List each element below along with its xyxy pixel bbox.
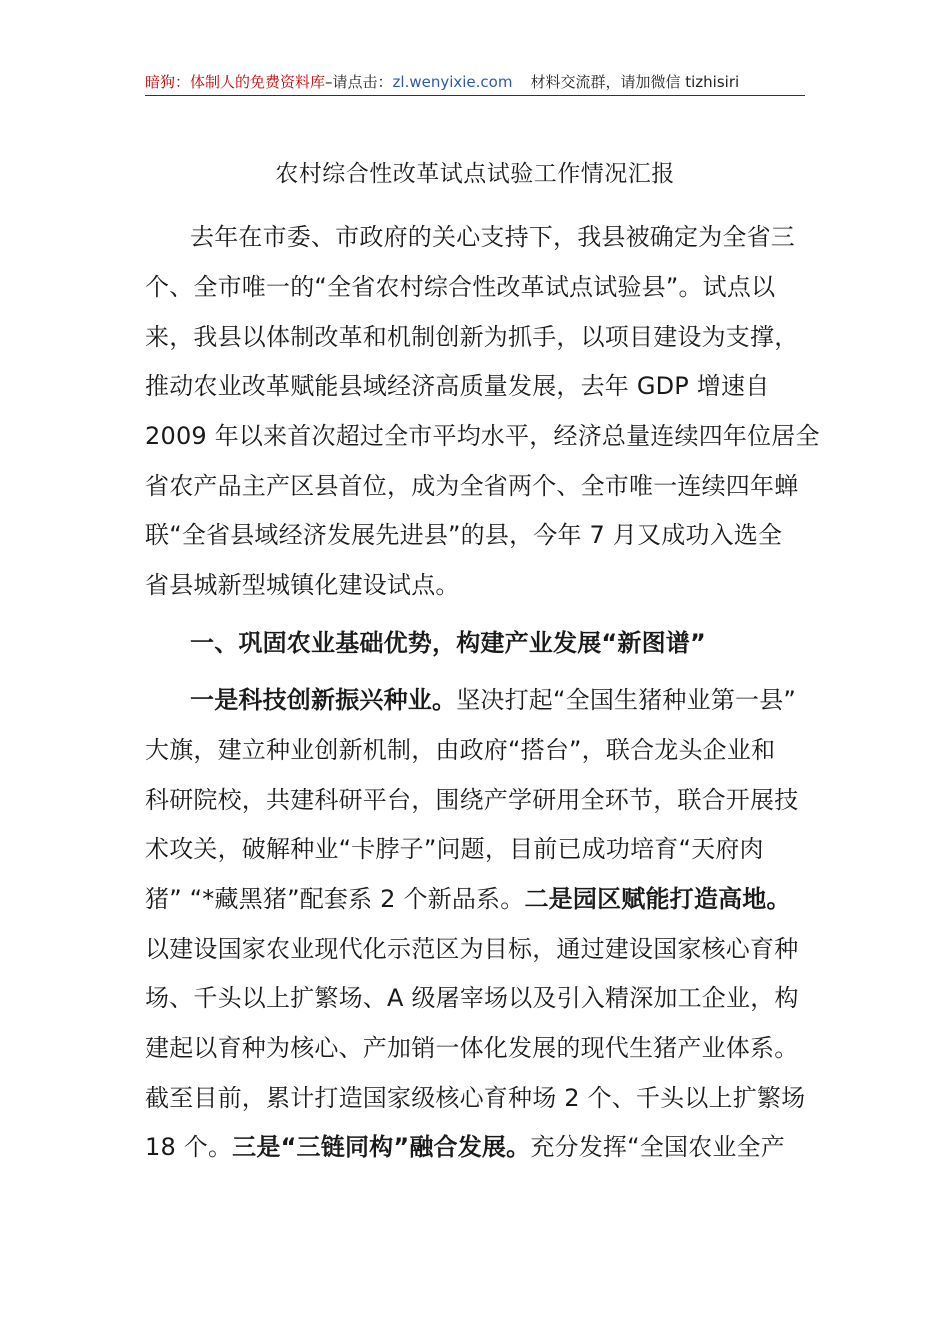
line-text: 坚决打起“全国生猪种业第一县” [456, 686, 797, 714]
paragraph-line: 2009 年以来首次超过全市平均水平，经济总量连续四年位居全 [145, 422, 820, 450]
paragraph-line: 来，我县以体制改革和机制创新为抓手，以项目建设为支撑， [145, 323, 799, 351]
header-divider [145, 95, 805, 96]
header-url-link[interactable]: zl.wenyixie.com [392, 73, 513, 91]
paragraph-line: 个、全市唯一的“全省农村综合性改革试点试验县”。试点以 [145, 273, 776, 301]
line-text: 18 个。 [145, 1133, 233, 1161]
paragraph-line: 推动农业改革赋能县域经济高质量发展，去年 GDP 增速自 [145, 372, 770, 400]
section-heading: 一、巩固农业基础优势，构建产业发展“新图谱” [190, 629, 706, 657]
paragraph-line: 以建设国家农业现代化示范区为目标，通过建设国家核心育种 [145, 935, 799, 963]
paragraph-line: 去年在市委、市政府的关心支持下，我县被确定为全省三 [190, 223, 795, 251]
paragraph-line: 大旗，建立种业创新机制，由政府“搭台”，联合龙头企业和 [145, 736, 776, 764]
line-text: 猪” “*藏黑猪”配套系 2 个新品系。 [145, 885, 525, 913]
paragraph-line: 术攻关，破解种业“卡脖子”问题，目前已成功培育“天府肉 [145, 835, 764, 863]
paragraph-line: 联“全省县域经济发展先进县”的县，今年 7 月又成功入选全 [145, 521, 783, 549]
bold-lead-text: 一是科技创新振兴种业。 [190, 686, 457, 714]
document-title: 农村综合性改革试点试验工作情况汇报 [275, 161, 675, 187]
bold-lead-text: 三是“三链同构”融合发展。 [232, 1133, 531, 1161]
paragraph-line: 省农产品主产区县首位，成为全省两个、全市唯一连续四年蝉 [145, 472, 799, 500]
document-header [145, 70, 805, 94]
header-click-prompt: –请点击： [325, 73, 393, 91]
paragraph-line: 截至目前，累计打造国家级核心育种场 2 个、千头以上扩繁场 [145, 1084, 806, 1112]
paragraph-line: 建起以育种为核心、产加销一体化发展的现代生猪产业体系。 [145, 1034, 799, 1062]
header-site-name: 暗狗：体制人的免费资料库 [145, 73, 326, 91]
paragraph-line [145, 1122, 785, 1172]
header-group-note: 材料交流群，请加微信 tizhisiri [530, 73, 740, 91]
paragraph-line: 省县城新型城镇化建设试点。 [145, 571, 460, 599]
paragraph-line: 科研院校，共建科研平台，围绕产学研用全环节，联合开展技 [145, 786, 799, 814]
bold-lead-text: 二是园区赋能打造高地。 [524, 885, 791, 913]
paragraph-line: 场、千头以上扩繁场、A 级屠宰场以及引入精深加工企业，构 [145, 984, 799, 1012]
paragraph-line [190, 675, 796, 725]
line-text: 充分发挥“全国农业全产 [530, 1133, 785, 1161]
paragraph-line [145, 874, 791, 924]
